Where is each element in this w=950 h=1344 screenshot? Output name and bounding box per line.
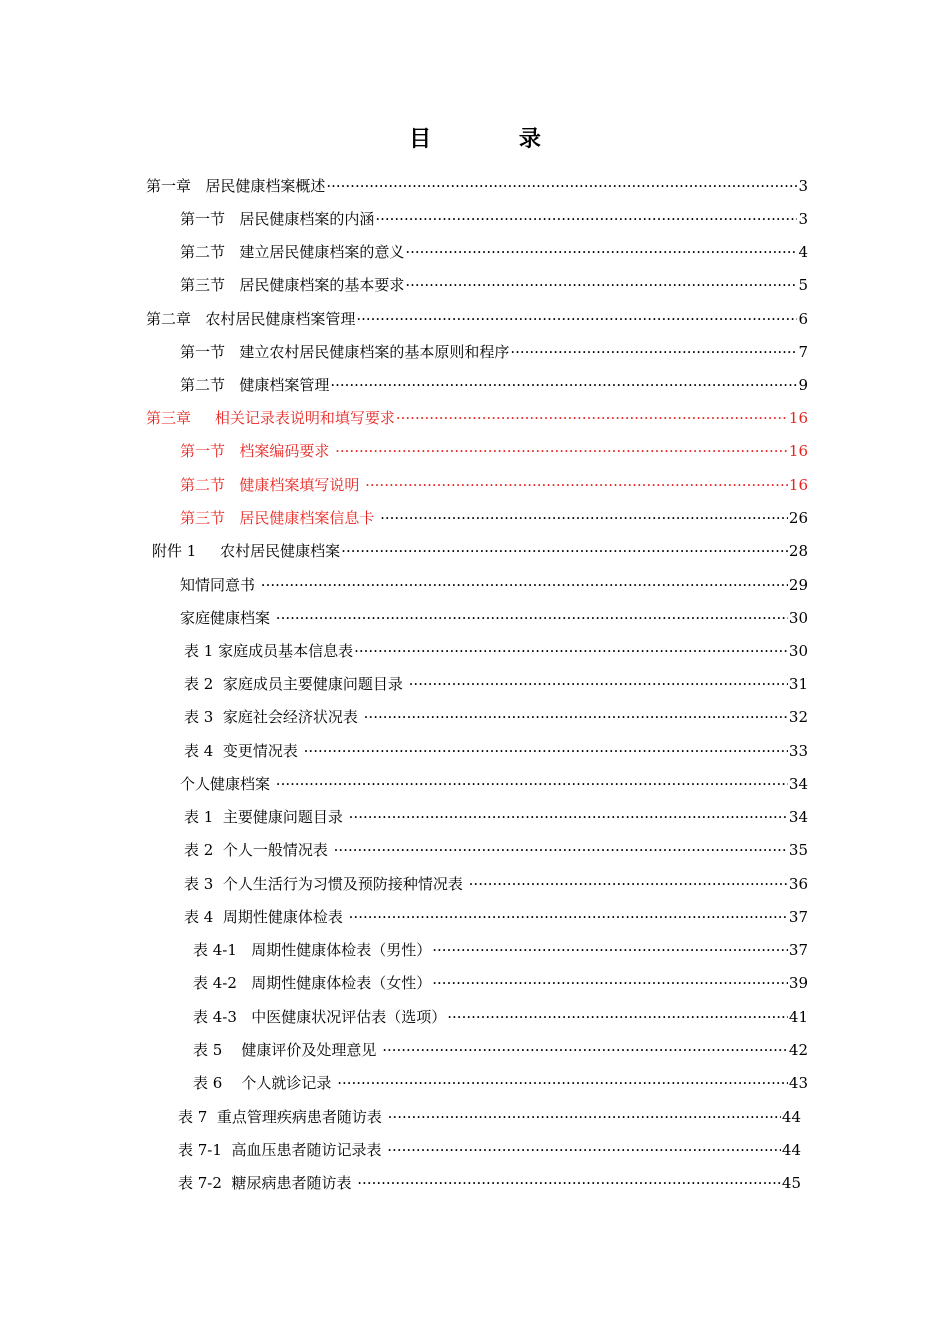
toc-entry-page: 16 (788, 442, 808, 460)
toc-entry-page: 42 (788, 1041, 808, 1059)
toc-entry-text: 健康评价及处理意见 (241, 1041, 377, 1059)
toc-leader-dots (375, 208, 797, 230)
toc-entry-number: 表 4-2 (193, 974, 237, 992)
toc-entry-page: 39 (788, 974, 808, 992)
toc-entry-number: 表 2 (184, 675, 214, 693)
toc-entry-text: 主要健康问题目录 (222, 808, 343, 826)
toc-leader-dots (469, 873, 788, 895)
toc-entry-consent[interactable] (180, 574, 808, 596)
toc-leader-dots (330, 374, 797, 396)
toc-entry-personal-table-5[interactable] (193, 1039, 808, 1061)
toc-entry-table-7-2[interactable] (178, 1172, 801, 1194)
toc-entry-page: 35 (788, 841, 808, 859)
toc-entry-table-7[interactable] (178, 1106, 801, 1128)
toc-leader-dots (409, 673, 788, 695)
toc-entry-text: 档案编码要求 (239, 442, 330, 460)
toc-entry-chapter-2[interactable] (146, 308, 808, 330)
toc-leader-dots (326, 175, 797, 197)
toc-leader-dots (354, 640, 788, 662)
toc-entry-personal-table-6[interactable] (193, 1072, 808, 1094)
toc-leader-dots (382, 1039, 788, 1061)
toc-entry-number: 第二节 (180, 376, 226, 394)
toc-entry-number: 第一章 (146, 177, 192, 195)
toc-entry-page: 33 (788, 742, 808, 760)
toc-entry-number: 第三节 (180, 276, 226, 294)
toc-entry-number: 表 7-2 (178, 1174, 222, 1192)
toc-entry-page: 6 (798, 310, 808, 328)
toc-entry-table-7-1[interactable] (178, 1139, 801, 1161)
toc-entry-number: 第二节 (180, 243, 226, 261)
toc-entry-page: 32 (788, 708, 808, 726)
toc-leader-dots (405, 241, 797, 263)
toc-title: 目 录 (409, 126, 581, 152)
toc-entry-page: 28 (788, 542, 808, 560)
toc-leader-dots (261, 574, 788, 596)
toc-entry-chapter-1[interactable] (146, 175, 808, 197)
toc-leader-dots (364, 706, 788, 728)
toc-entry-text: 健康档案管理 (239, 376, 330, 394)
toc-entry-text: 家庭健康档案 (180, 609, 271, 627)
toc-entry-page: 34 (788, 775, 808, 793)
toc-leader-dots (334, 839, 788, 861)
toc-entry-page: 16 (788, 409, 808, 427)
toc-entry-page: 31 (788, 675, 808, 693)
toc-entry-number: 第一节 (180, 343, 226, 361)
toc-leader-dots (337, 1072, 788, 1094)
toc-leader-dots (432, 972, 788, 994)
toc-entry-text: 居民健康档案概述 (205, 177, 326, 195)
toc-entry-family-table-2[interactable] (184, 673, 808, 695)
toc-entry-text: 健康档案填写说明 (239, 476, 360, 494)
toc-entry-family-table-1[interactable] (184, 640, 808, 662)
toc-entry-text: 糖尿病患者随访表 (231, 1174, 352, 1192)
toc-entry-number: 表 4-3 (193, 1008, 237, 1026)
toc-entry-2-1[interactable] (180, 341, 808, 363)
toc-entry-text: 重点管理疾病患者随访表 (216, 1108, 382, 1126)
toc-entry-text: 周期性健康体检表 (222, 908, 343, 926)
toc-leader-dots (335, 440, 788, 462)
toc-entry-text: 个人生活行为习惯及预防接种情况表 (222, 875, 463, 893)
toc-entry-number: 附件 1 (152, 542, 197, 560)
toc-entry-text: 家庭成员主要健康问题目录 (222, 675, 403, 693)
toc-leader-dots (388, 1106, 781, 1128)
toc-entry-text: 变更情况表 (222, 742, 298, 760)
toc-leader-dots (356, 308, 797, 330)
toc-entry-number: 表 3 (184, 708, 214, 726)
toc-entry-personal-table-4-2[interactable] (193, 972, 808, 994)
toc-entry-personal-table-4-3[interactable] (193, 1006, 808, 1028)
toc-leader-dots (276, 607, 788, 629)
toc-entry-page: 7 (798, 343, 808, 361)
toc-leader-dots (405, 274, 797, 296)
toc-entry-number: 表 2 (184, 841, 214, 859)
toc-entry-personal-table-2[interactable] (184, 839, 808, 861)
toc-entry-page: 5 (798, 276, 808, 294)
toc-entry-text: 农村居民健康档案管理 (205, 310, 356, 328)
toc-entry-page: 16 (788, 476, 808, 494)
toc-entry-text: 中医健康状况评估表（选项） (251, 1008, 447, 1026)
toc-entry-text: 知情同意书 (180, 576, 256, 594)
toc-entry-1-1[interactable] (180, 208, 808, 230)
toc-entry-number: 表 4-1 (193, 941, 237, 959)
toc-entry-number: 表 4 (184, 742, 214, 760)
toc-leader-dots (396, 407, 788, 429)
toc-entry-number: 表 3 (184, 875, 214, 893)
toc-leader-dots (357, 1172, 781, 1194)
toc-entry-page: 44 (781, 1141, 801, 1159)
toc-leader-dots (447, 1006, 788, 1028)
toc-entry-personal-table-4-1[interactable] (193, 939, 808, 961)
toc-leader-dots (380, 507, 788, 529)
toc-entry-text: 相关记录表说明和填写要求 (214, 409, 395, 427)
toc-entry-number: 表 7-1 (178, 1141, 222, 1159)
toc-entry-number: 表 6 (193, 1074, 223, 1092)
toc-entry-3-1[interactable] (180, 440, 808, 462)
toc-entry-page: 30 (788, 642, 808, 660)
toc-entry-text: 建立居民健康档案的意义 (239, 243, 405, 261)
toc-entry-page: 37 (788, 941, 808, 959)
toc-entry-3-3[interactable] (180, 507, 808, 529)
toc-leader-dots (276, 773, 788, 795)
toc-entry-personal-table-1[interactable] (184, 806, 808, 828)
toc-leader-dots (510, 341, 797, 363)
toc-leader-dots (341, 540, 788, 562)
toc-entry-number: 第二章 (146, 310, 192, 328)
toc-entry-chapter-3[interactable] (146, 407, 808, 429)
toc-entry-page: 44 (781, 1108, 801, 1126)
toc-entry-text: 居民健康档案的内涵 (239, 210, 375, 228)
toc-entry-page: 9 (798, 376, 808, 394)
toc-entry-page: 45 (781, 1174, 801, 1192)
toc-entry-page: 29 (788, 576, 808, 594)
toc-entry-family-table-3[interactable] (184, 706, 808, 728)
toc-entry-number: 表 1 (184, 808, 214, 826)
toc-entry-text: 建立农村居民健康档案的基本原则和程序 (239, 343, 510, 361)
toc-entry-appendix-1[interactable] (152, 540, 808, 562)
toc-entry-1-2[interactable] (180, 241, 808, 263)
toc-leader-dots (349, 806, 788, 828)
toc-entry-text: 家庭成员基本信息表 (218, 642, 354, 660)
toc-leader-dots (365, 474, 788, 496)
toc-leader-dots (387, 1139, 781, 1161)
toc-entry-number: 表 4 (184, 908, 214, 926)
toc-entry-page: 43 (788, 1074, 808, 1092)
toc-entry-family-table-4[interactable] (184, 740, 808, 762)
toc-entry-number: 第一节 (180, 442, 226, 460)
toc-entry-page: 3 (798, 210, 808, 228)
toc-entry-text: 高血压患者随访记录表 (231, 1141, 382, 1159)
toc-entry-text: 个人就诊记录 (241, 1074, 332, 1092)
toc-entry-number: 第二节 (180, 476, 226, 494)
toc-entry-number: 第一节 (180, 210, 226, 228)
toc-entry-page: 34 (788, 808, 808, 826)
toc-entry-number: 第三节 (180, 509, 226, 527)
toc-entry-personal-table-4[interactable] (184, 906, 808, 928)
toc-entry-page: 26 (788, 509, 808, 527)
toc-entry-page: 41 (788, 1008, 808, 1026)
toc-leader-dots (349, 906, 788, 928)
toc-entry-text: 居民健康档案的基本要求 (239, 276, 405, 294)
toc-entry-personal-table-3[interactable] (184, 873, 808, 895)
toc-entry-text: 个人一般情况表 (222, 841, 328, 859)
toc-entry-text: 周期性健康体检表（女性） (251, 974, 432, 992)
toc-entry-text: 个人健康档案 (180, 775, 271, 793)
toc-entry-page: 4 (798, 243, 808, 261)
toc-entry-page: 36 (788, 875, 808, 893)
toc-entry-family-file[interactable] (180, 607, 808, 629)
toc-entry-number: 表 5 (193, 1041, 223, 1059)
toc-entry-personal-file[interactable] (180, 773, 808, 795)
toc-entry-number: 表 1 (184, 642, 214, 660)
toc-entry-text: 家庭社会经济状况表 (222, 708, 358, 726)
toc-entry-text: 农村居民健康档案 (220, 542, 341, 560)
toc-entry-page: 30 (788, 609, 808, 627)
toc-entry-page: 3 (798, 177, 808, 195)
toc-entry-page: 37 (788, 908, 808, 926)
toc-entry-1-3[interactable] (180, 274, 808, 296)
toc-leader-dots (304, 740, 788, 762)
toc-entry-text: 居民健康档案信息卡 (239, 509, 375, 527)
toc-leader-dots (432, 939, 788, 961)
toc-entry-text: 周期性健康体检表（男性） (251, 941, 432, 959)
toc-entry-2-2[interactable] (180, 374, 808, 396)
toc-entry-number: 第三章 (146, 409, 192, 427)
toc-entry-3-2[interactable] (180, 474, 808, 496)
toc-entry-number: 表 7 (178, 1108, 208, 1126)
